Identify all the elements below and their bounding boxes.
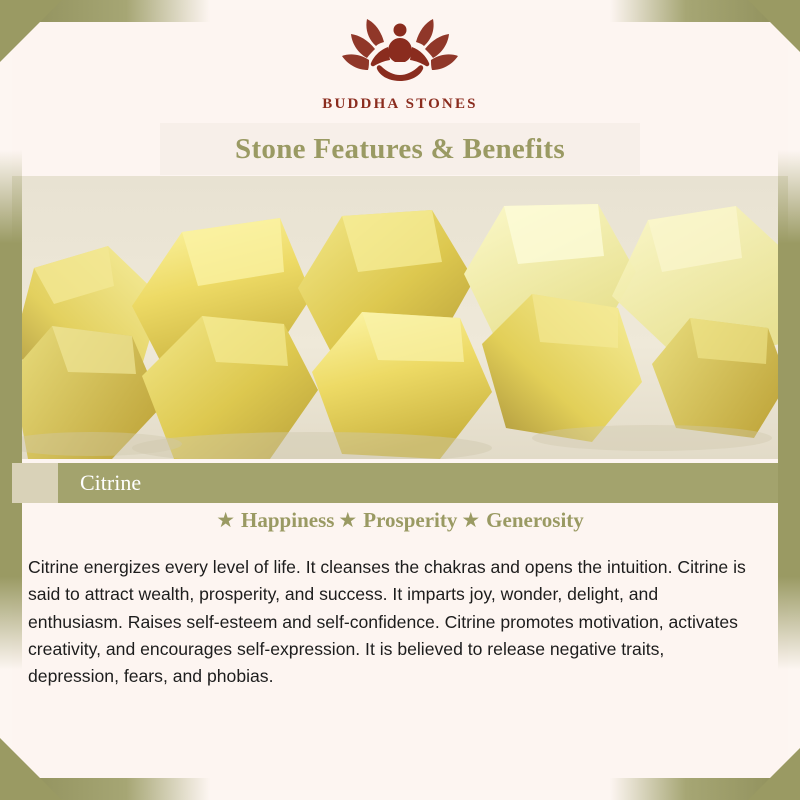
keyword-label: Happiness (241, 508, 335, 532)
corner-wedge-bottom-left (0, 738, 62, 800)
keyword-item-generosity (461, 508, 583, 533)
keyword-list (0, 508, 800, 533)
citrine-raw-stones-photo (12, 176, 788, 459)
star-icon: ★ (338, 509, 358, 532)
name-bar-cap (12, 463, 58, 503)
keyword-item-happiness (216, 508, 334, 533)
star-icon: ★ (461, 509, 481, 532)
lotus-meditation-icon (325, 16, 475, 92)
brand-name: BUDDHA STONES (322, 96, 478, 112)
page-title-banner (160, 123, 640, 175)
stone-description: Citrine energizes every level of life. It cleanses the chakras and opens the intuition. Citrine is said to attract wealth, prosperity, and success. It imparts joy, wonder, delight, and enthusiasm. Raises self-esteem and self-confidence. Citrine promotes motivation, activates creativity, and encourages self-expression. It is believed to release negative traits, depression, fears, and phobias. (28, 557, 746, 687)
page-title: Stone Features & Benefits (235, 132, 565, 165)
keyword-label: Generosity (486, 508, 584, 532)
edge-band-left (0, 150, 22, 670)
edge-band-right (778, 150, 800, 670)
stone-name: Citrine (80, 470, 142, 495)
stone-name-bar (22, 463, 778, 503)
brand-logo (0, 16, 800, 113)
keyword-item-prosperity (338, 508, 457, 533)
keyword-label: Prosperity (363, 508, 458, 532)
corner-wedge-bottom-right (748, 748, 800, 800)
star-icon: ★ (216, 509, 236, 532)
